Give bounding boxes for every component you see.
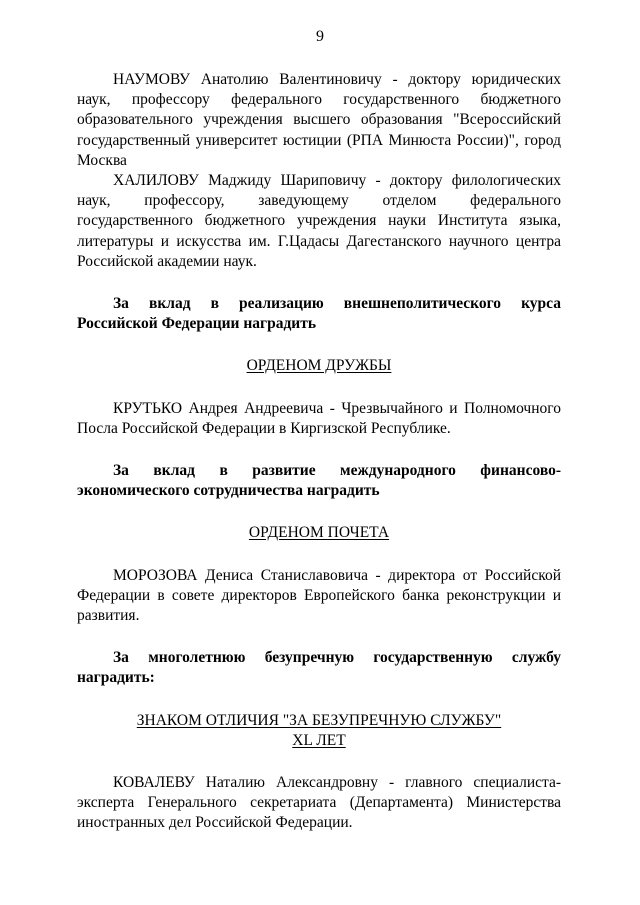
award-recipient-kovaleva: КОВАЛЕВУ Наталию Александровну - главного специалиста-эксперта Генерального секретариата (Департамента) Министерства иностранных дел Российской Федерации. (77, 774, 561, 832)
award-recipient-khalilov: ХАЛИЛОВУ Маджиду Шариповичу - доктору филологических наук, профессору, заведующему отделом федерального государственного бюджетного учреждения науки Института языка, литературы и искусства им. Г.Цадасы Дагестанского научного центра Российской академии наук. (77, 172, 561, 270)
award-recipient-naumov: НАУМОВУ Анатолию Валентиновичу - доктору юридических наук, профессору федерального государственного бюджетного образовательного учреждения высшего образования "Всероссийский государственный университет юстиции (РПА Минюста России)", город Москва (77, 71, 561, 169)
document-body (77, 70, 561, 834)
order-heading-honour: ОРДЕНОМ ПОЧЕТА (248, 524, 390, 542)
order-heading-impeccable-service-years: XL ЛЕТ (292, 731, 346, 749)
award-intro-financial-cooperation: За вклад в развитие международного финансово-экономического сотрудничества наградить (77, 462, 561, 500)
page-number: 9 (316, 28, 324, 45)
award-intro-civil-service: За многолетнюю безупречную государственную службу наградить: (77, 649, 561, 687)
order-heading-friendship: ОРДЕНОМ ДРУЖБЫ (246, 357, 392, 375)
award-recipient-krutko: КРУТЬКО Андрея Андреевича - Чрезвычайного и Полномочного Посла Российской Федерации в Киргизской Республике. (77, 399, 561, 437)
award-recipient-morozov: МОРОЗОВА Дениса Станиславовича - директора от Российской Федерации в совете директоров Европейского банка реконструкции и развития. (77, 566, 561, 625)
award-intro-foreign-policy: За вклад в реализацию внешнеполитического курса Российской Федерации наградить (77, 295, 561, 333)
order-heading-impeccable-service: ЗНАКОМ ОТЛИЧИЯ "ЗА БЕЗУПРЕЧНУЮ СЛУЖБУ" (136, 711, 502, 729)
